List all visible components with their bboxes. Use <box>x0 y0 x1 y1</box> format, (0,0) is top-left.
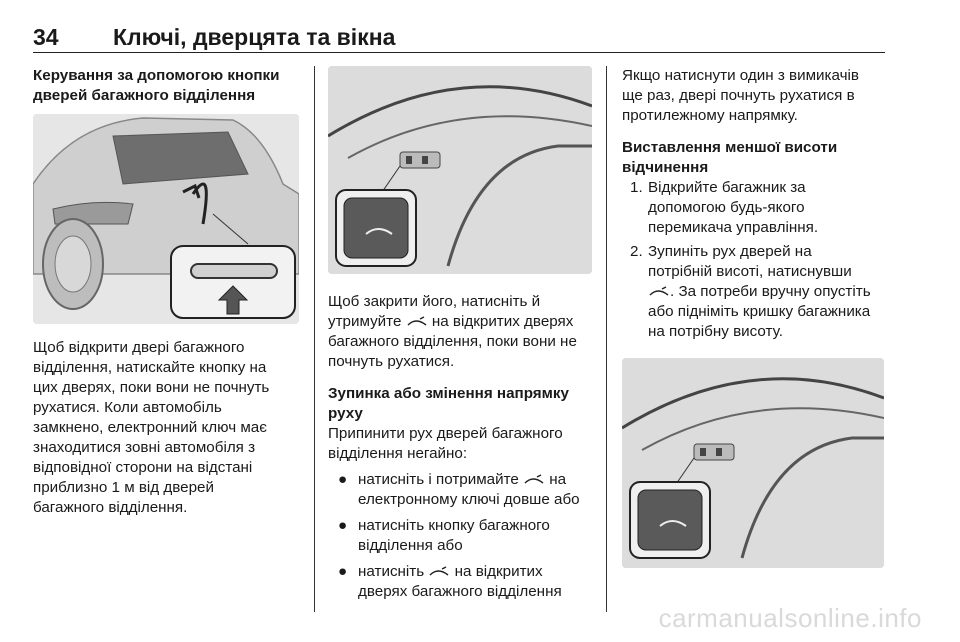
body-line: на відкритих дверях <box>431 313 574 330</box>
tailgate-icon <box>428 566 450 578</box>
body-line: Щоб закрити його, натисніть й <box>328 293 541 310</box>
column-divider <box>606 66 607 612</box>
body-line: відділення негайно: <box>328 445 468 462</box>
body-line: утримуйте <box>328 313 402 330</box>
body-text <box>33 338 301 518</box>
list-text: Зупиніть рух дверей на <box>648 243 812 260</box>
body-line: замкнено, електронний ключ має <box>33 419 267 436</box>
body-line: знаходитися зовні автомобіля з <box>33 439 256 456</box>
section-heading <box>622 138 890 178</box>
list-item <box>328 470 592 510</box>
tailgate-switch-icon <box>622 358 884 568</box>
bullet-list <box>328 470 592 602</box>
body-line: Якщо натиснути один з вимикачів <box>622 67 859 84</box>
tailgate-switch-illustration <box>622 358 884 568</box>
body-line: почнуть рухатися. <box>328 353 455 370</box>
section-heading <box>328 384 592 424</box>
page-number: 34 <box>33 24 59 50</box>
list-text: або підніміть кришку багажника <box>648 303 871 320</box>
list-item <box>328 562 592 602</box>
heading-line: руху <box>328 405 363 422</box>
body-line: рухатися. Коли автомобіль <box>33 399 222 416</box>
page-title: Ключі, дверцята та вікна <box>113 24 396 50</box>
list-text: . За потреби вручну опустіть <box>670 283 871 300</box>
tailgate-icon <box>648 286 670 298</box>
list-text: натисніть і потримайте <box>358 471 519 488</box>
stop-text <box>328 424 592 464</box>
page-header <box>33 24 885 53</box>
heading-line: Зупинка або змінення напрямку <box>328 385 569 402</box>
body-line: цих дверях, поки вони не почнуть <box>33 379 270 396</box>
tailgate-switch-icon <box>328 66 592 274</box>
column-1 <box>33 66 301 518</box>
bullet-icon: ● <box>338 517 348 534</box>
heading-line: відчинення <box>622 159 709 176</box>
column-divider <box>314 66 315 612</box>
body-line: Припинити рух дверей багажного <box>328 425 563 442</box>
list-text: електронному ключі довше або <box>358 491 580 508</box>
tailgate-switch-illustration <box>328 66 592 274</box>
list-item <box>622 178 890 238</box>
body-line: відділення, натискайте кнопку на <box>33 359 267 376</box>
numbered-list <box>622 178 890 342</box>
close-instructions <box>328 292 592 372</box>
step-number: 1. <box>630 179 643 196</box>
intro-text <box>622 66 890 126</box>
list-text: потрібній висоті, натиснувши <box>648 263 852 280</box>
list-text: натисніть <box>358 563 425 580</box>
heading-line: Керування за допомогою кнопки <box>33 67 280 84</box>
column-2 <box>328 66 592 602</box>
step-number: 2. <box>630 243 643 260</box>
body-line: багажного відділення. <box>33 499 188 516</box>
list-text: відділення або <box>358 537 463 554</box>
section-heading <box>33 66 301 106</box>
body-line: приблизно 1 м від дверей <box>33 479 214 496</box>
body-line: ще раз, двері почнуть рухатися в <box>622 87 855 104</box>
list-text: Відкрийте багажник за <box>648 179 806 196</box>
list-item <box>328 516 592 556</box>
body-line: відповідної сторони на відстані <box>33 459 253 476</box>
list-text: на потрібну висоту. <box>648 323 783 340</box>
list-text: дверях багажного відділення <box>358 583 562 600</box>
tailgate-icon <box>523 474 545 486</box>
list-text: натисніть кнопку багажного <box>358 517 550 534</box>
heading-line: Виставлення меншої висоти <box>622 139 838 156</box>
bullet-icon: ● <box>338 563 348 580</box>
column-3 <box>622 66 890 568</box>
list-text: на відкритих <box>454 563 543 580</box>
car-rear-illustration <box>33 114 299 324</box>
bullet-icon: ● <box>338 471 348 488</box>
body-line: багажного відділення, поки вони не <box>328 333 577 350</box>
body-line: Щоб відкрити двері багажного <box>33 339 245 356</box>
list-text: перемикача управління. <box>648 219 819 236</box>
heading-line: дверей багажного відділення <box>33 87 256 104</box>
body-line: протилежному напрямку. <box>622 107 798 124</box>
list-text: на <box>549 471 567 488</box>
watermark: carmanualsonline.info <box>658 603 922 633</box>
tailgate-icon <box>406 316 428 328</box>
car-rear-icon <box>33 114 299 324</box>
list-item <box>622 242 890 342</box>
list-text: допомогою будь-якого <box>648 199 805 216</box>
